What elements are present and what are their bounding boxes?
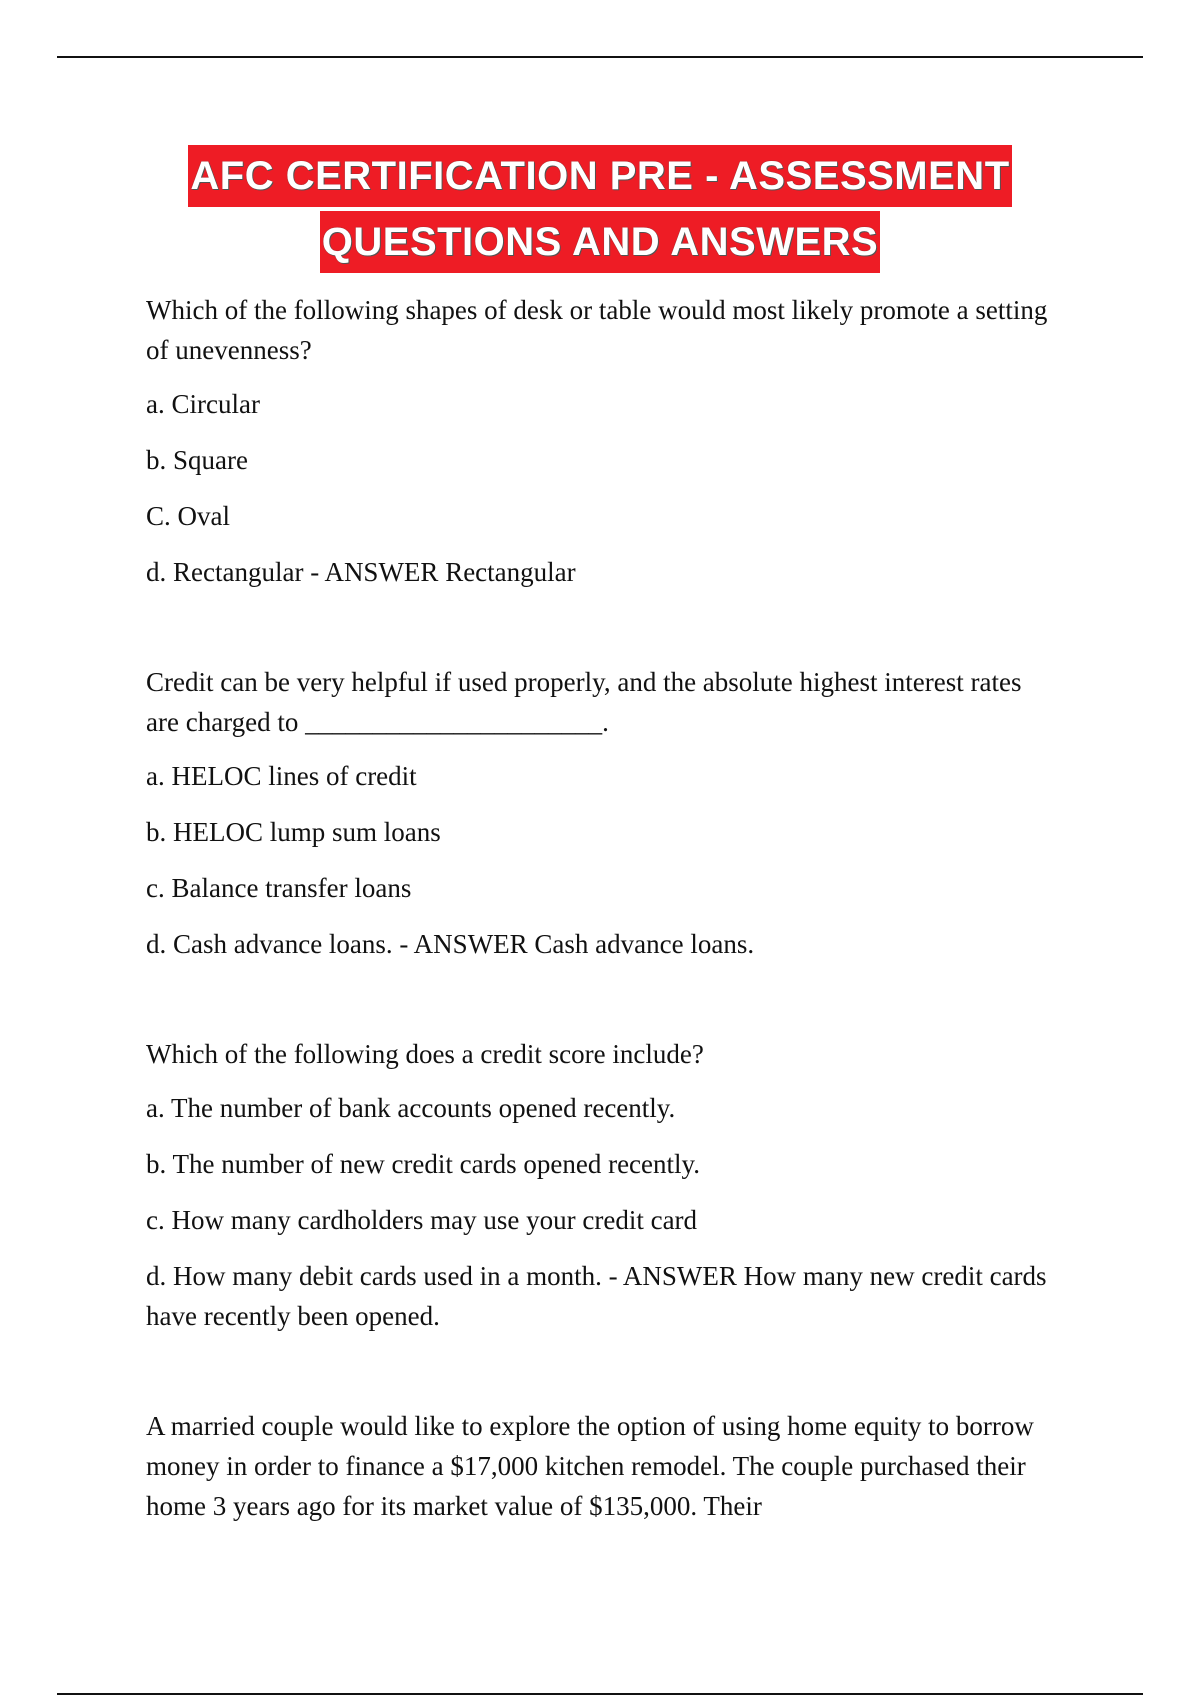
footer-rule xyxy=(57,1693,1143,1695)
question-block xyxy=(146,290,1056,592)
answer-option: b. Square xyxy=(146,445,248,475)
title-line-2: QUESTIONS AND ANSWERS xyxy=(320,211,880,273)
answer-option: d. Rectangular - ANSWER Rectangular xyxy=(146,557,576,587)
answer-option: a. HELOC lines of credit xyxy=(146,761,417,791)
question-list xyxy=(146,290,1056,1596)
question-text: A married couple would like to explore the option of using home equity to borrow money in order to finance a $17,000 kitchen remodel. The couple purchased their home 3 years ago for its market value of $135,000. Their xyxy=(146,1411,1034,1521)
header-rule xyxy=(57,56,1143,58)
question-text: Credit can be very helpful if used properly, and the absolute highest interest rates are charged to ______________________. xyxy=(146,667,1022,737)
question-text: Which of the following does a credit score include? xyxy=(146,1039,704,1069)
answer-option: d. Cash advance loans. - ANSWER Cash advance loans. xyxy=(146,929,755,959)
answer-option: c. How many cardholders may use your credit card xyxy=(146,1205,698,1235)
answer-option: C. Oval xyxy=(146,501,230,531)
answer-option: b. HELOC lump sum loans xyxy=(146,817,441,847)
answer-option: b. The number of new credit cards opened recently. xyxy=(146,1149,701,1179)
document-title xyxy=(0,145,1200,273)
answer-option: d. How many debit cards used in a month. - ANSWER How many new credit cards have recently been opened. xyxy=(146,1261,1047,1331)
question-block xyxy=(146,1034,1056,1336)
answer-option: a. Circular xyxy=(146,389,260,419)
title-line-1: AFC CERTIFICATION PRE - ASSESSMENT xyxy=(188,145,1011,207)
question-block xyxy=(146,662,1056,964)
question-text: Which of the following shapes of desk or table would most likely promote a setting of unevenness? xyxy=(146,295,1048,365)
answer-option: a. The number of bank accounts opened recently. xyxy=(146,1093,676,1123)
question-block xyxy=(146,1406,1056,1526)
answer-option: c. Balance transfer loans xyxy=(146,873,412,903)
